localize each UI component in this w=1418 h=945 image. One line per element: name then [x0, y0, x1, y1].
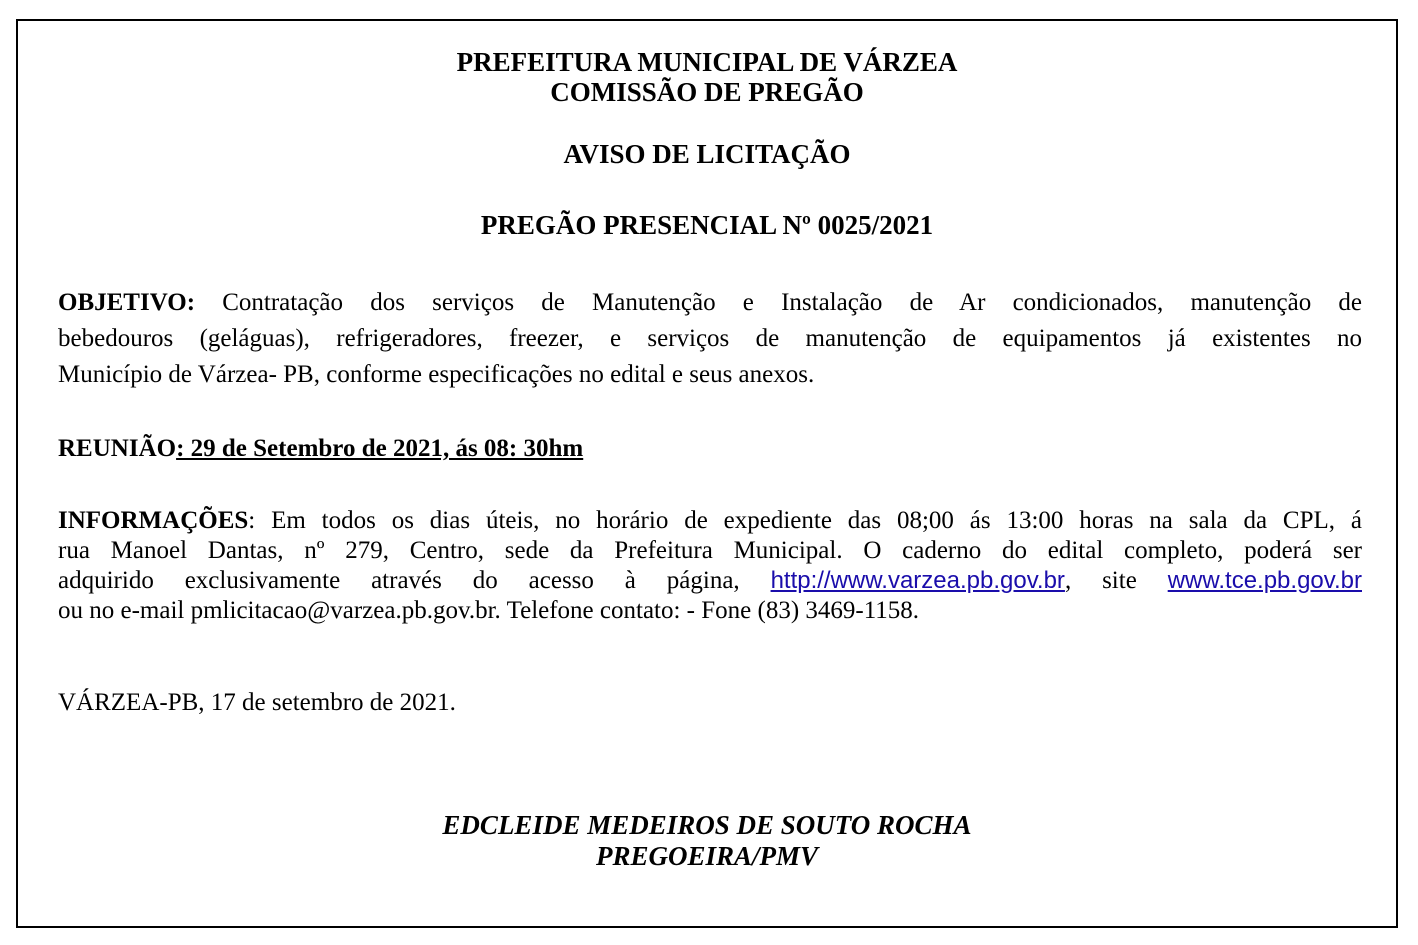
tce-website-link[interactable]: www.tce.pb.gov.br — [1167, 567, 1362, 594]
notice-frame — [16, 19, 1398, 928]
information-row-1 — [58, 506, 1362, 536]
meeting-date: : 29 de Setembro de 2021, ás 08: 30hm — [176, 435, 584, 462]
information-row-4: ou no e-mail pmlicitacao@varzea.pb.gov.br. Telefone contato: - Fone (83) 3469-1158. — [58, 597, 920, 624]
objective-label: OBJETIVO: — [58, 289, 196, 316]
signature-role: PREGOEIRA/PMV — [595, 841, 819, 871]
information-text-3: adquirido exclusivamente através do acesso à página, — [58, 567, 740, 594]
municipality-title: PREFEITURA MUNICIPAL DE VÁRZEA — [456, 47, 958, 77]
meeting-paragraph — [58, 431, 1362, 467]
information-paragraph — [58, 506, 1362, 626]
process-number: PREGÃO PRESENCIAL Nº 0025/2021 — [480, 210, 934, 240]
objective-paragraph — [58, 285, 1362, 393]
commission-title: COMISSÃO DE PREGÃO — [550, 77, 864, 107]
meeting-label: REUNIÃO — [58, 435, 177, 462]
objective-text-1: Contratação dos serviços de Manutenção e Instalação de Ar condicionados, manutenção de — [222, 289, 1363, 316]
signature-name: EDCLEIDE MEDEIROS DE SOUTO ROCHA — [442, 810, 972, 840]
information-row-3 — [58, 566, 1362, 596]
objective-row-2: bebedouros (geláguas), refrigeradores, freezer, e serviços de manutenção de equipamentos já existentes no — [58, 325, 1362, 352]
information-row-2: rua Manoel Dantas, nº 279, Centro, sede da Prefeitura Municipal. O caderno do edital completo, poderá ser — [58, 537, 1362, 564]
information-text-1: : Em todos os dias úteis, no horário de expediente das 08;00 ás 13:00 horas na sala da CPL, á — [248, 507, 1362, 534]
municipality-website-link[interactable]: http://www.varzea.pb.gov.br — [770, 567, 1065, 594]
place-date: VÁRZEA-PB, 17 de setembro de 2021. — [58, 689, 456, 716]
objective-row-1 — [58, 285, 1362, 321]
information-text-site: , site — [1064, 567, 1137, 594]
objective-row-3: Município de Várzea- PB, conforme especificações no edital e seus anexos. — [58, 361, 815, 388]
notice-title: AVISO DE LICITAÇÃO — [563, 139, 851, 169]
information-label: INFORMAÇÕES — [58, 507, 249, 534]
